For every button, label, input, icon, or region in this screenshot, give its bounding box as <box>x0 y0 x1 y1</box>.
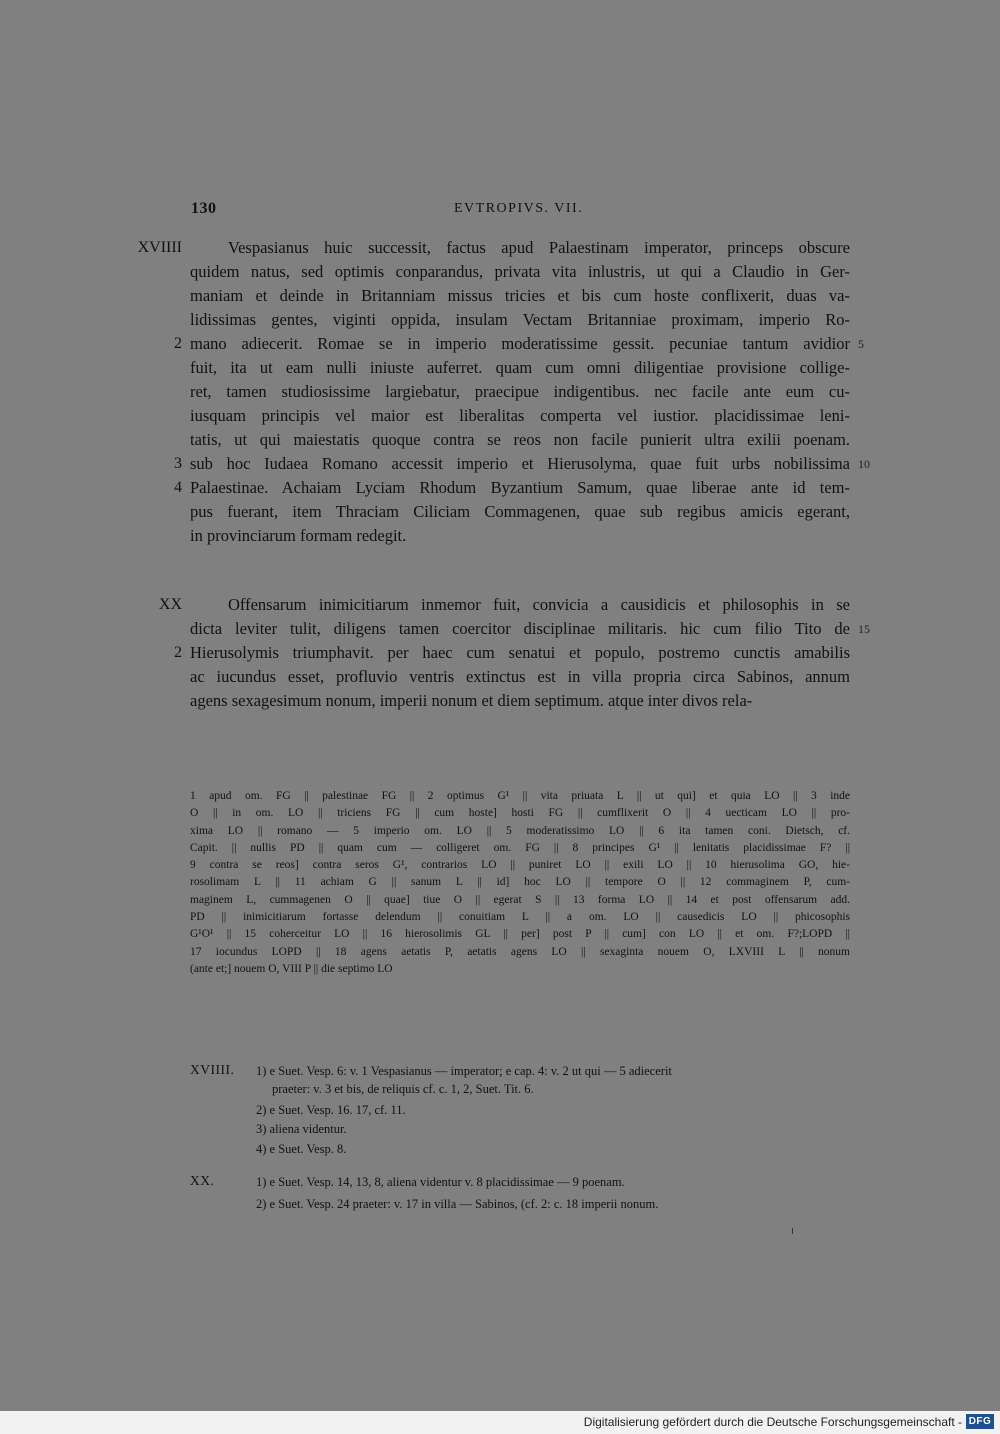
apparatus-line: 17 iocundus LOPD || 18 agens aetatis P, aetatis agens LO || sexaginta nouem O, LXVIII L || nonum <box>190 945 850 958</box>
text-line: mano adiecerit. Romae se in imperio moderatissime gessit. pecuniae tantum avidior <box>190 334 850 353</box>
source-entry: 1) e Suet. Vesp. 6: v. 1 Vespasianus — imperator; e cap. 4: v. 2 ut qui — 5 adiecerit <box>256 1064 672 1078</box>
apparatus-line: 1 apud om. FG || palestinae FG || 2 optimus G¹ || vita priuata L || ut qui] et quia LO || 3 inde <box>190 790 850 802</box>
line-number: 10 <box>858 457 870 471</box>
source-section-label: XX. <box>190 1173 215 1188</box>
paragraph-number: 2 <box>174 335 182 352</box>
margin-mark <box>792 1228 793 1234</box>
paragraph-number: 2 <box>174 644 182 661</box>
line-number: 15 <box>858 622 870 636</box>
text-line: fuit, ita ut eam nulli iniuste auferret. quam cum omni diligentiae provisione collige- <box>190 358 850 377</box>
apparatus-line: Capit. || nullis PD || quam cum — colligeret om. FG || 8 principes G¹ || lenitatis placidissimae F? || <box>190 841 850 854</box>
apparatus-line: 9 contra se reos] contra seros G¹, contrarios LO || puniret LO || exili LO || 10 hierusolima GO, hie- <box>190 859 850 872</box>
text-line: tatis, ut qui maiestatis quoque contra se reos non facile punierit ultra exilii poenam. <box>190 430 850 449</box>
source-section-label: XVIIII. <box>190 1062 235 1077</box>
footer-text: Digitalisierung gefördert durch die Deutsche Forschungsgemeinschaft - <box>583 1415 962 1429</box>
digitization-footer <box>0 1411 1000 1434</box>
text-line: agens sexagesimum nonum, imperii nonum et diem septimum. atque inter divos rela- <box>190 691 753 710</box>
section-number: XX <box>158 596 182 613</box>
critical-apparatus <box>190 788 850 978</box>
apparatus-line: rosolimam L || 11 achiam G || sanum L || id] hoc LO || tempore O || 12 commaginem P, cum- <box>190 876 850 889</box>
text-line: ac iucundus esset, profluvio ventris extinctus est in villa propria circa Sabinos, annum <box>190 667 850 686</box>
section-number: XVIIII <box>137 239 182 256</box>
apparatus-line: O || in om. LO || triciens FG || cum hoste] hosti FG || cumflixerit O || 4 uecticam LO || pro- <box>190 807 850 820</box>
text-line: maniam et deinde in Britanniam missus tricies et bis cum hoste conflixerit, duas va- <box>190 286 850 305</box>
text-line: Vespasianus huic successit, factus apud Palaestinam imperator, princeps obscure <box>228 238 850 257</box>
source-entry: 3) aliena videntur. <box>256 1122 347 1136</box>
text-line: Palaestinae. Achaiam Lyciam Rhodum Byzantium Samum, quae liberae ante id tem- <box>190 478 850 497</box>
apparatus-line: maginem L, cummagenen O || quae] tiue O || egerat S || 13 forma LO || 14 et post offensarum add. <box>190 893 850 906</box>
text-line: Offensarum inimicitiarum inmemor fuit, convicia a causidicis et philosophis in se <box>228 595 850 614</box>
running-head: EVTROPIVS. VII. <box>454 201 584 216</box>
text-line: iusquam principis vel maior est liberalitas comperta vel iustior. placidissimae leni- <box>190 406 850 425</box>
source-entry: praeter: v. 3 et bis, de reliquis cf. c. 1, 2, Suet. Tit. 6. <box>272 1082 534 1096</box>
apparatus-line: G¹O¹ || 15 coherceitur LO || 16 hierosolimis GL || per] post P || cum] con LO || et om. F?;LOPD || <box>190 928 850 941</box>
text-line: in provinciarum formam redegit. <box>190 526 407 545</box>
line-number: 5 <box>858 337 864 351</box>
dfg-logo: DFG <box>966 1414 994 1429</box>
source-entry: 2) e Suet. Vesp. 16. 17, cf. 11. <box>256 1103 406 1117</box>
apparatus-line: xima LO || romano — 5 imperio om. LO || 5 moderatissimo LO || 6 ita tamen coni. Dietsch, cf. <box>190 824 850 837</box>
page-number: 130 <box>191 200 217 217</box>
text-line: dicta leviter tulit, diligens tamen coercitor disciplinae militaris. hic cum filio Tito de <box>190 619 850 638</box>
text-line: quidem natus, sed optimis conparandus, privata vita inlustris, ut qui a Claudio in Ger- <box>190 262 850 281</box>
paragraph-number: 3 <box>174 455 182 472</box>
text-line: pus fuerant, item Thraciam Ciliciam Commagenen, quae sub regibus amicis egerant, <box>190 502 850 521</box>
source-entry: 2) e Suet. Vesp. 24 praeter: v. 17 in villa — Sabinos, (cf. 2: c. 18 imperii nonum. <box>256 1197 659 1211</box>
text-line: ret, tamen studiosissime largiebatur, praecipue indigentibus. nec facile ante eum cu- <box>190 382 850 401</box>
text-line: sub hoc Iudaea Romano accessit imperio et Hierusolyma, quae fuit urbs nobilissima <box>190 454 850 473</box>
source-entry: 1) e Suet. Vesp. 14, 13, 8, aliena videntur v. 8 placidissimae — 9 poenam. <box>256 1175 625 1189</box>
text-line: Hierusolymis triumphavit. per haec cum senatui et populo, postremo cunctis amabilis <box>190 643 850 662</box>
source-entry: 4) e Suet. Vesp. 8. <box>256 1142 347 1156</box>
text-line: lidissimas gentes, viginti oppida, insulam Vectam Britanniae proximam, imperio Ro- <box>190 310 850 329</box>
apparatus-line: PD || inimicitiarum fortasse delendum || conuitiam L || a om. LO || causedicis LO || phicosophis <box>190 911 850 924</box>
apparatus-line: (ante et;] nouem O, VIII P || die septimo LO <box>190 962 393 975</box>
paragraph-number: 4 <box>174 479 182 496</box>
